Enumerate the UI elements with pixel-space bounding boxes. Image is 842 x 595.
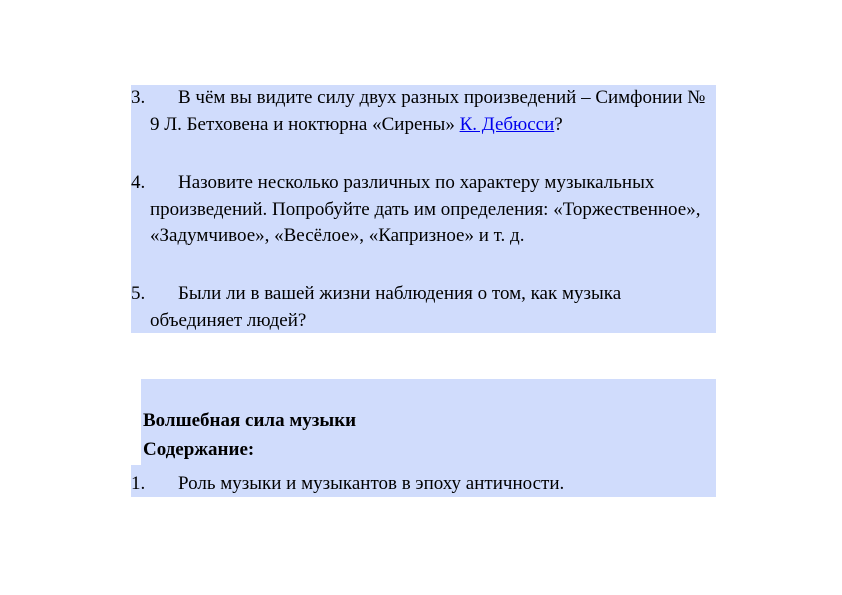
contents-text: Роль музыки и музыкантов в эпоху античности. [178, 473, 565, 494]
question-text: В чём вы видите силу двух разных произведений – Симфонии № 9 Л. Бетховена и ноктюрна «Сирены» [150, 87, 706, 135]
debussy-link[interactable]: К. Дебюсси [459, 113, 555, 135]
question-number: 5. [131, 283, 146, 304]
question-text: Были ли в вашей жизни наблюдения о том, как музыка объединяет людей? [150, 283, 622, 331]
section-title: Волшебная сила музыки [143, 410, 357, 431]
contents-item-1 [131, 471, 711, 498]
contents-number: 1. [131, 473, 146, 494]
question-item-3 [131, 85, 711, 138]
question-number: 3. [131, 87, 146, 108]
question-text-end: ? [554, 113, 563, 135]
question-text: Назовите несколько различных по характеру музыкальных произведений. Попробуйте дать им определения: «Торжественное», «Задумчивое», «Весёлое», «Капризное» и т. д. [150, 172, 701, 246]
question-item-5 [131, 281, 711, 334]
question-item-4 [131, 170, 711, 250]
section-subtitle: Содержание: [143, 439, 255, 460]
question-number: 4. [131, 172, 146, 193]
